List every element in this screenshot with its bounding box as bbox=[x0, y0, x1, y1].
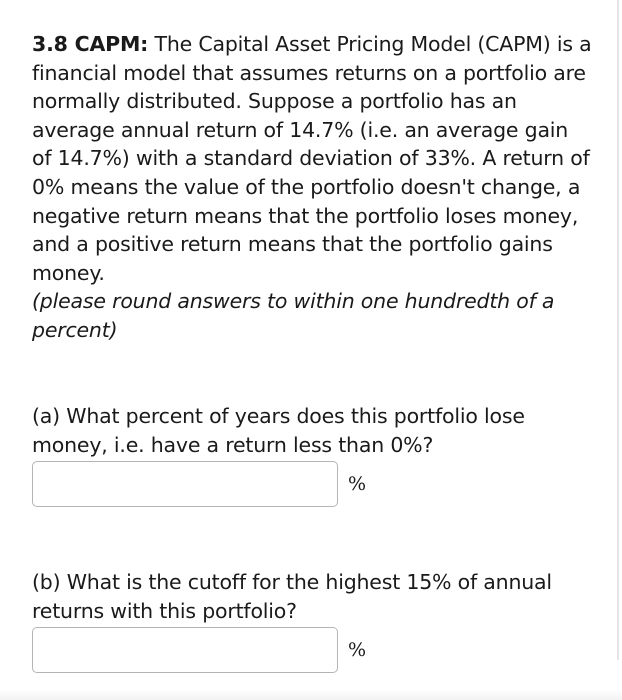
rounding-instruction: (please round answers to within one hundredth of a percent) bbox=[32, 289, 555, 342]
question-number: 3.8 CAPM: bbox=[32, 32, 149, 56]
part-b-answer-row bbox=[32, 627, 366, 673]
part-b-prompt: (b) What is the cutoff for the highest 15% of annual returns with this portfolio? bbox=[32, 570, 552, 623]
part-a-answer-input[interactable] bbox=[32, 461, 338, 507]
question-body: The Capital Asset Pricing Model (CAPM) is a financial model that assumes returns on a portfolio are normally distributed. Suppose a portfolio has an average annual return of 14.7% (i.e. an average gain of 14.7%) with a standard deviation of 33%. A return of 0% means the value of the portfolio doesn't change, a negative return means that the portfolio loses money, and a positive return means that the portfolio gains money. bbox=[32, 32, 592, 285]
part-b-percent-unit: % bbox=[348, 639, 367, 661]
part-a-answer-row bbox=[32, 461, 366, 507]
question-block bbox=[32, 30, 592, 345]
part-b-answer-input[interactable] bbox=[32, 627, 338, 673]
scrollbar-track[interactable] bbox=[617, 0, 619, 660]
part-a-percent-unit: % bbox=[348, 473, 367, 495]
part-a-prompt: (a) What percent of years does this portfolio lose money, i.e. have a return less than 0%? bbox=[32, 404, 525, 457]
bottom-divider bbox=[0, 690, 622, 700]
question-text bbox=[32, 30, 592, 287]
